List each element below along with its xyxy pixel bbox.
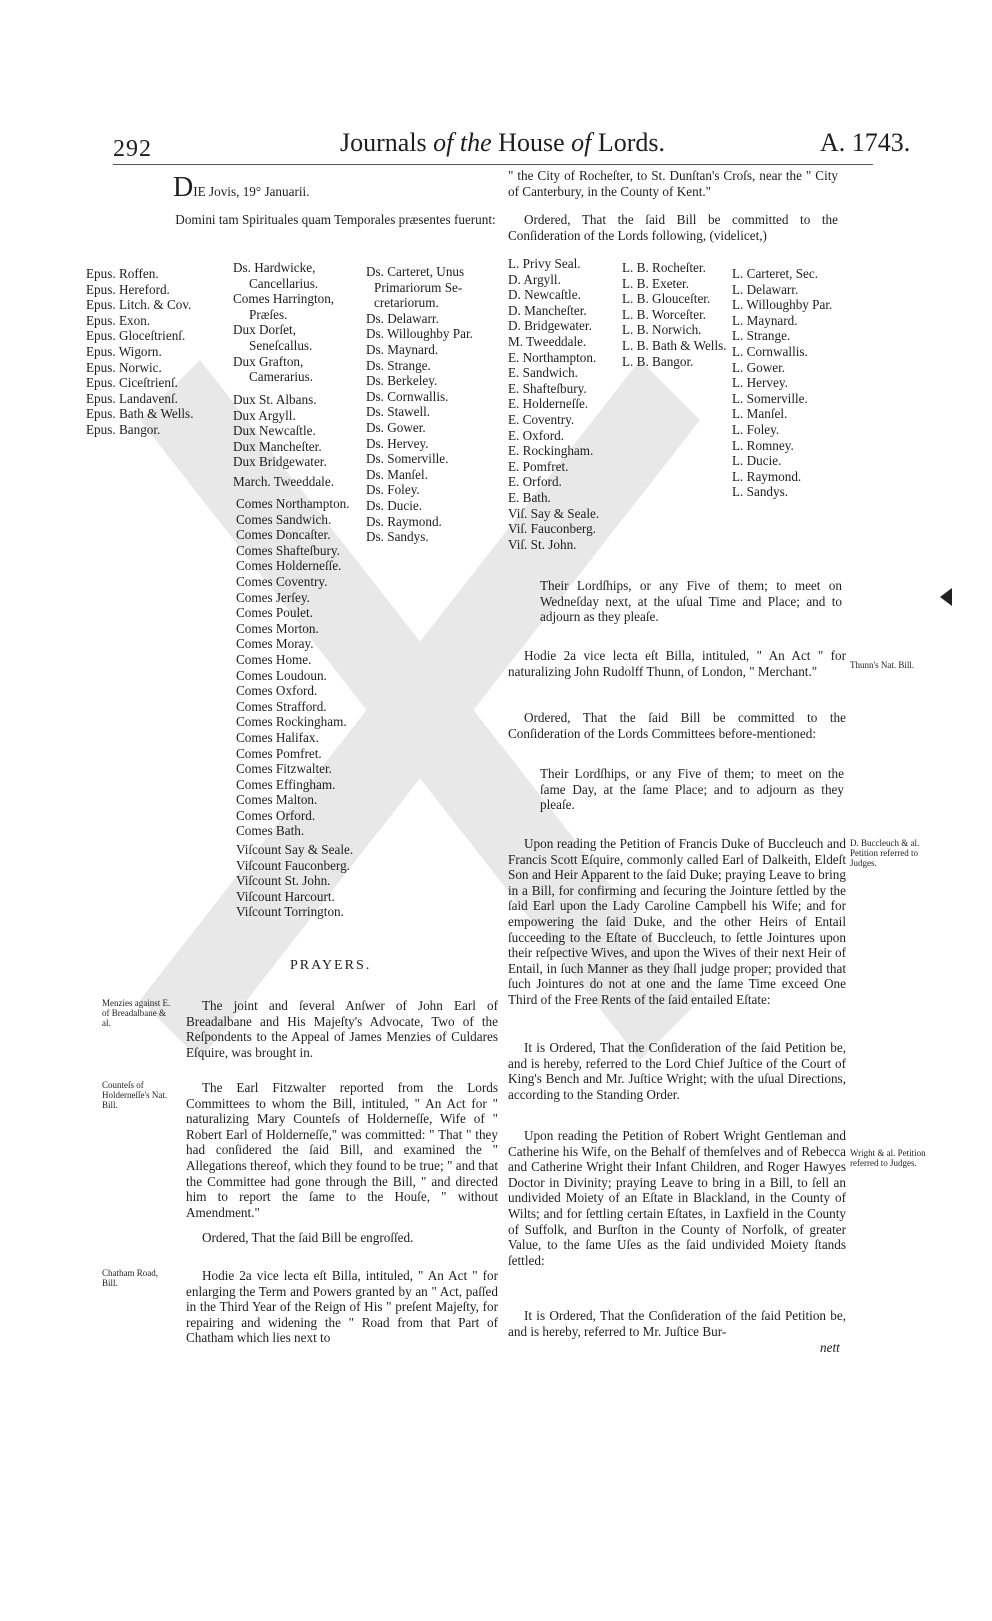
running-title: Journals of the House of Lords. [340,128,666,157]
paragraph: Hodie 2a vice lecta eſt Billa, intituled, " An Act " for enlarging the Term and Powers granted by an " Act, paſſed in the Third Year of the Reign of His " preſent Majeſty, for repairing and widening the " Road from that Part of Chatham which lies next to [186,1268,498,1346]
prayers-heading: PRAYERS. [290,958,372,973]
list-item: L. Delawarr. [732,281,799,297]
list-item: Ds. Delawarr. [366,310,439,326]
list-item: Dux Grafton, [233,353,304,369]
list-item: L. Privy Seal. [508,256,581,271]
list-item: Epus. Gloceſtrienſ. [86,328,186,344]
paragraph: Their Lordſhips, or any Five of them; to meet on Wedneſday next, at the uſual Time and Place; and to adjourn as they pleaſe. [540,578,842,625]
list-item: E. Pomfret. [508,458,569,474]
dukes-list [233,392,327,470]
list-item: Epus. Landavenſ. [86,390,178,406]
list-item: L. B. Rocheſter. [622,260,706,275]
margin-note: Chatham Road, Bill. [102,1268,158,1288]
list-item: Comes Bath. [236,823,305,839]
margin-note: Thunn's Nat. Bill. [850,660,915,670]
list-item: L. Cornwallis. [732,343,808,359]
list-item: L. Maynard. [732,312,798,328]
session-date [173,174,310,202]
list-item: Comes Orford. [236,807,316,823]
list-item: Comes Northampton. [236,496,350,511]
list-item: Dux Mancheſter. [233,438,322,454]
list-item: D. Newcaſtle. [508,287,581,303]
list-item: L. Hervey. [732,375,788,391]
list-item: Epus. Bath & Wells. [86,406,194,422]
page-edge-mark-icon [940,588,952,606]
list-item: Cancellarius. [249,275,319,291]
list-item: Viſcount Torrington. [236,904,344,920]
list-item: Comes Fitzwalter. [236,761,332,777]
list-item: Epus. Hereford. [86,281,170,297]
list-item: Ds. Berkeley. [366,373,438,389]
list-item: Ds. Hardwicke, [233,260,316,275]
list-item: E. Orford. [508,474,562,490]
list-item: E. Northampton. [508,349,597,365]
list-item: Ds. Maynard. [366,341,439,357]
list-item: E. Shafteſbury. [508,380,587,396]
paragraph: " the City of Rocheſter, to St. Dunſtan's Croſs, near the " City of Canterbury, in the County of Kent." [508,168,838,199]
list-item: Epus. Ciceſtrienſ. [86,375,178,391]
list-item: Comes Harrington, [233,291,335,307]
list-item: D. Bridgewater. [508,318,592,334]
marquess: March. Tweeddale. [233,474,334,489]
list-item: Viſ. Say & Seale. [508,505,600,521]
list-item: Ds. Manſel. [366,466,428,482]
paragraph: Their Lordſhips, or any Five of them; to meet on the ſame Day, at the ſame Place; and to adjourn as they pleaſe. [540,766,844,813]
list-item: L. B. Worceſter. [622,306,707,322]
list-item: L. Romney. [732,437,794,453]
list-item: Ds. Raymond. [366,513,442,529]
list-item: L. Somerville. [732,390,808,406]
list-item: Dux Newcaſtle. [233,423,316,439]
list-item: E. Holderneſſe. [508,396,589,412]
list-item: E. Oxford. [508,427,565,443]
list-item: Dux Bridgewater. [233,454,327,470]
list-item: Ds. Stawell. [366,404,431,420]
order-text: Ordered, That the ſaid Bill be committed to the Conſideration of the Lords following, (videlicet,) [508,212,838,243]
margin-note: Wright & al. Petition referred to Judges. [850,1148,926,1168]
drop-cap: D [173,172,194,203]
present-heading: Domini tam Spirituales quam Temporales præsentes fuerunt: [175,212,496,227]
year: A. 1743. [820,128,911,157]
order-text: Ordered, That the ſaid Bill be committed to the Conſideration of the Lords Committees before-mentioned: [508,710,846,741]
list-item: L. B. Norwich. [622,322,702,338]
list-item: Ds. Carteret, Unus [366,264,465,279]
list-item: Comes Halifax. [236,729,319,745]
list-item: Comes Holderneſſe. [236,558,342,574]
header-rule [113,164,873,165]
paragraph: Upon reading the Petition of Robert Wright Gentleman and Catherine his Wife, on the Behalf of themſelves and of Rebecca and Catherine Wright their Infant Children, and Roger Hawyes Doctor in Divinity; praying Leave to bring in a Bill, to ſell an undivided Moiety of an Eſtate in Blackland, in the County of Wilts; and for ſettling certain Eſtates, in Laxfield in the County of Suffolk, and Burſton in the County of Norfolk, of greater Value, to the ſame Uſes as the ſaid undivided Moiety ſtands ſettled: [508,1128,846,1268]
list-item: L. B. Glouceſter. [622,291,711,307]
list-item: Comes Rockingham. [236,714,347,730]
list-item: Viſcount Harcourt. [236,888,335,904]
bishops-list [86,266,194,438]
list-item: Ds. Foley. [366,482,420,498]
order-text: Ordered, That the ſaid Bill be engroſſed. [202,1230,414,1245]
list-item: Ds. Cornwallis. [366,388,449,404]
list-item: Primariorum Se- [374,279,463,295]
list-item: E. Sandwich. [508,365,578,381]
list-item: Epus. Wigorn. [86,343,162,359]
list-item: L. Carteret, Sec. [732,266,819,281]
officers-list [233,260,334,385]
list-item: Comes Doncaſter. [236,527,331,543]
list-item: Epus. Litch. & Cov. [86,297,192,313]
list-item: L. Strange. [732,328,791,344]
list-item: Ds. Hervey. [366,435,429,451]
list-item: E. Coventry. [508,411,575,427]
list-item: Comes Pomfret. [236,745,322,761]
list-item: L. Foley. [732,421,780,437]
list-item: L. Raymond. [732,468,802,484]
list-item: Comes Home. [236,651,312,667]
list-item: L. B. Exeter. [622,275,690,291]
list-item: Comes Sandwich. [236,511,332,527]
list-item: L. Manſel. [732,406,788,422]
list-item: Dux St. Albans. [233,392,317,407]
list-item: D. Argyll. [508,271,561,287]
list-item: E. Bath. [508,489,551,505]
page-number: 292 [113,136,152,162]
list-item: L. Sandys. [732,484,789,500]
date-text: IE Jovis, 19° Januarii. [193,184,310,199]
paragraph: The Earl Fitzwalter reported from the Lords Committees to whom the Bill, intituled, " An Act for " naturalizing Mary Counteſs of Holderneſſe, Wife of " Robert Earl of Holderneſſe," was committed: " That " they had conſidered the ſaid Bill, and examined the " Allegations thereof, which they found to be true; " and that the Committee had gone through the Bill, " and directed him to report the ſame to the Houſe, " without Amendment." [186,1080,498,1220]
list-item: Comes Malton. [236,792,318,808]
paragraph: Upon reading the Petition of Francis Duke of Buccleuch and Francis Scott Eſquire, commonly called Earl of Dalkeith, Eldeſt Son and Heir Apparent to the ſaid Duke; praying Leave to bring in a Bill, for confirming and ſecuring the Jointure ſettled by the ſaid Earl upon the Lady Caroline Campbell his Wife; and for empowering the ſaid Duke, and the other Heirs of Entail ſucceeding to the Eſtate of Buccleuch, to ſettle Jointures upon their reſpective Wives, and upon the Wives of their next Heir of Entail, in ſuch Manner as they ſhall judge proper; provided that ſuch Jointures do not at one and the ſame Time exceed One Third of the Free Rents of the ſaid entailed Eſtate: [508,836,846,1007]
list-item: L. Ducie. [732,453,782,469]
list-item: Seneſcallus. [249,337,313,353]
list-item: Comes Coventry. [236,573,328,589]
list-item: Dux Dorſet, [233,322,296,338]
list-item: Viſcount Fauconberg. [236,857,350,873]
list-item: L. B. Bangor. [622,353,694,369]
margin-note: Menzies against E. of Breadalbane & al. [102,998,171,1028]
list-item: Viſ. St. John. [508,536,577,552]
list-item: L. Gower. [732,359,786,375]
margin-note: D. Buccleuch & al. Petition referred to Judges. [850,838,920,868]
list-item: Ds. Willoughby Par. [366,326,473,342]
order-text: It is Ordered, That the Conſideration of the ſaid Petition be, and is hereby, referred to the Lord Chief Juſtice of the Court of King's Bench and Mr. Juſtice Wright; with the uſual Directions, according to the Standing Order. [508,1040,846,1102]
list-item: Epus. Norwic. [86,359,162,375]
list-item: Ds. Ducie. [366,497,423,513]
committee-list-c [732,266,832,500]
list-item: Comes Shafteſbury. [236,542,340,558]
list-item: L. Willoughby Par. [732,297,833,313]
list-item: M. Tweeddale. [508,333,587,349]
list-item: Comes Moray. [236,636,314,652]
list-item: Epus. Bangor. [86,421,161,437]
list-item: Comes Effingham. [236,776,336,792]
committee-list-a [508,256,599,552]
list-item: Comes Oxford. [236,683,318,699]
list-item: Comes Poulet. [236,605,313,621]
viscounts-list [236,842,353,920]
paragraph: Hodie 2a vice lecta eſt Billa, intituled, " An Act " for naturalizing John Rudolff Thunn, of London, " Merchant." [508,648,846,679]
list-item: L. B. Bath & Wells. [622,337,727,353]
list-item: cretariorum. [374,295,439,311]
list-item: E. Rockingham. [508,443,594,459]
list-item: Epus. Exon. [86,312,151,328]
list-item: Ds. Somerville. [366,451,449,467]
list-item: Præſes. [249,306,288,322]
list-item: Ds. Strange. [366,357,431,373]
list-item: Ds. Sandys. [366,529,429,545]
barons-list [366,264,473,545]
list-item: Comes Morton. [236,620,319,636]
list-item: Epus. Roffen. [86,266,159,281]
list-item: Comes Strafford. [236,698,327,714]
list-item: Comes Loudoun. [236,667,327,683]
list-item: Camerarius. [249,369,314,385]
order-text: It is Ordered, That the Conſideration of the ſaid Petition be, and is hereby, referred to Mr. Juſtice Bur- [508,1308,846,1339]
list-item: D. Mancheſter. [508,302,587,318]
list-item: Dux Argyll. [233,407,296,423]
list-item: Viſcount Say & Seale. [236,842,354,857]
list-item: Comes Jerſey. [236,589,310,605]
list-item: Ds. Gower. [366,419,426,435]
list-item: Viſcount St. John. [236,873,331,889]
list-item: Viſ. Fauconberg. [508,521,596,537]
paragraph: The joint and ſeveral Anſwer of John Earl of Breadalbane and His Majeſty's Advocate, Two of the Reſpondents to the Appeal of James Menzies of Culdares Eſquire, was brought in. [186,998,498,1060]
earls-list [236,496,350,839]
committee-list-b [622,260,727,369]
margin-note: Counteſs of Holderneſſe's Nat. Bill. [102,1080,168,1110]
catchword: nett [820,1340,840,1355]
